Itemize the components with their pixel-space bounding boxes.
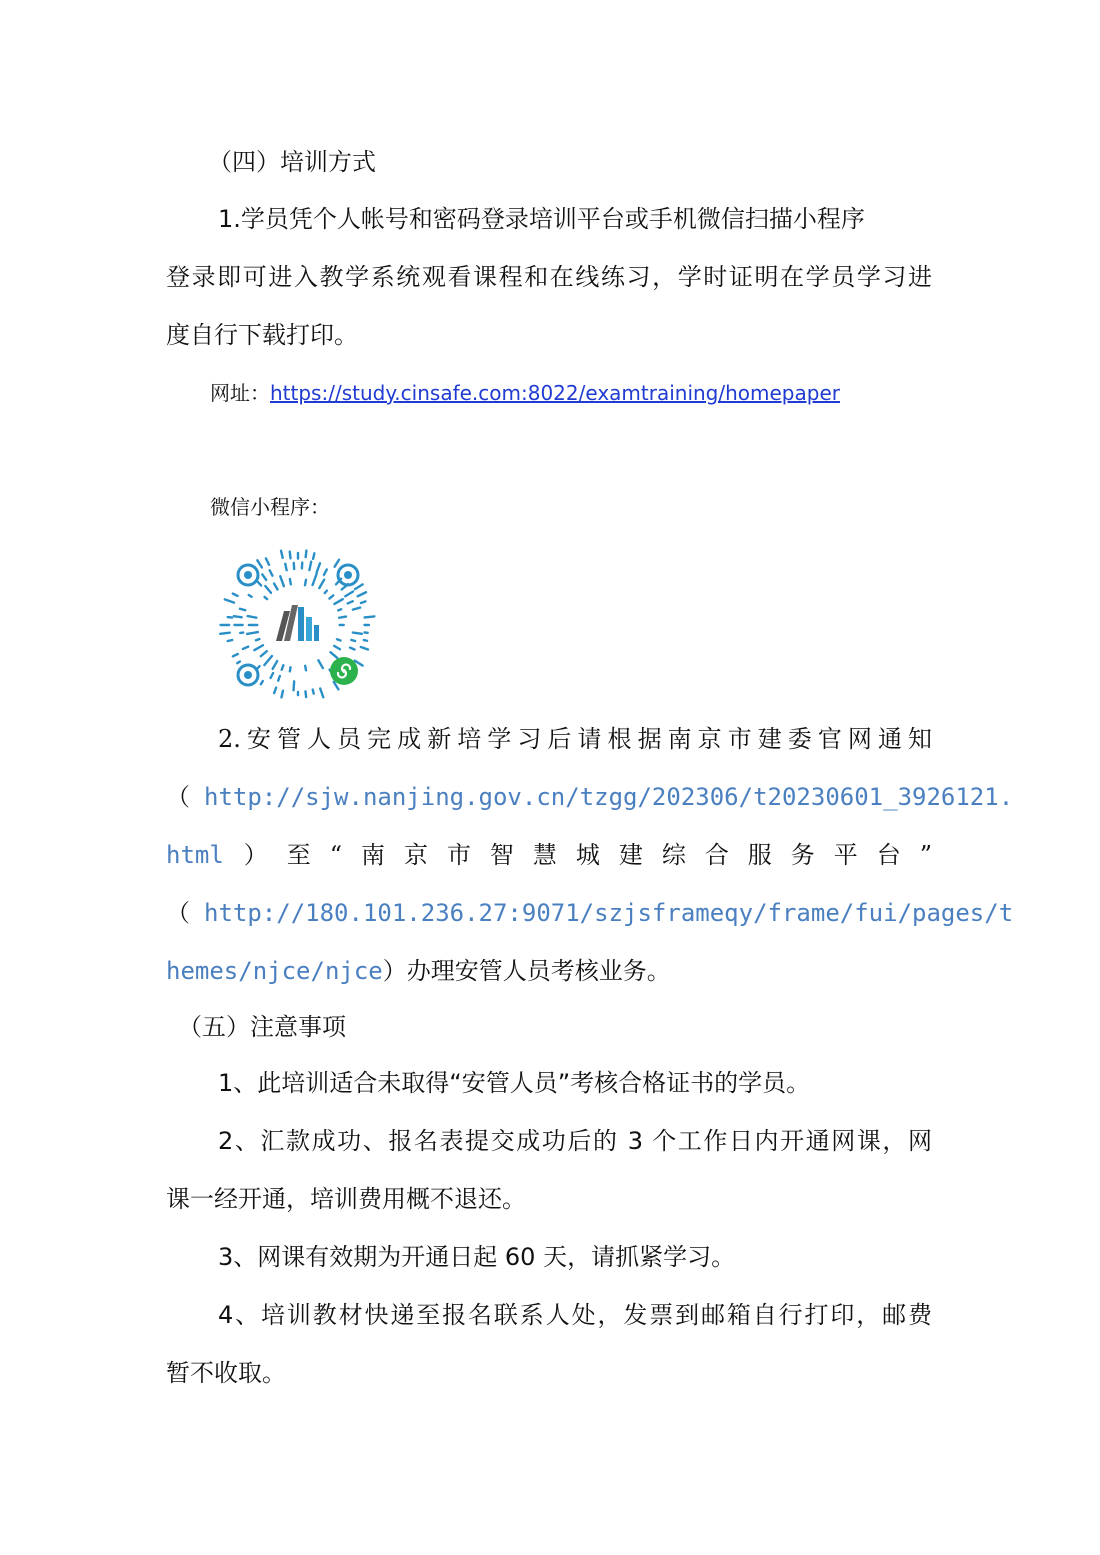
qr-dash: [345, 591, 353, 596]
qr-dash: [225, 599, 234, 602]
paragraph-2-line-3: [166, 838, 932, 872]
qr-dash: [290, 667, 291, 671]
qr-dash: [305, 580, 306, 585]
qr-dash: [273, 661, 278, 669]
qr-dash: [262, 574, 266, 580]
paragraph-1-line-1: 1.学员凭个人帐号和密码登录培训平台或手机微信扫描小程序: [218, 205, 865, 233]
jianwei-notice-url[interactable]: http://sjw.nanjing.gov.cn/tzgg/202306/t20230601_3926121.: [204, 783, 1014, 811]
qr-dash: [364, 640, 367, 641]
qr-dash: [282, 665, 284, 669]
paragraph-2-closing-text: ）办理安管人员考核业务。: [382, 957, 671, 985]
qr-dash: [305, 666, 306, 671]
qr-dash: [365, 616, 375, 617]
qr-dash: [270, 570, 273, 575]
platform-name-text: ）至“南京市智慧城建综合服务平台”: [243, 841, 932, 869]
qr-dash: [265, 586, 271, 593]
qr-dash: [313, 553, 314, 559]
qr-dash: [313, 574, 317, 585]
qr-dash: [338, 609, 341, 610]
open-paren-2: （: [166, 899, 190, 927]
paragraph-1-line-3: 度自行下载打印。: [166, 321, 358, 349]
qr-dash: [358, 592, 366, 596]
note-item-4-line-1: 4、培训教材快递至报名联系人处，发票到邮箱自行打印，邮费: [218, 1301, 932, 1329]
qr-dash: [234, 616, 242, 617]
platform-url[interactable]: http://180.101.236.27:9071/szjsframeqy/frame/fui/pages/t: [204, 899, 1014, 927]
wechat-mini-program-code-icon: [218, 545, 378, 705]
qr-dash: [325, 591, 327, 593]
wechat-mini-program-label: 微信小程序：: [210, 495, 330, 519]
qr-dash: [256, 639, 259, 640]
qr-dash: [353, 608, 360, 610]
qr-dash: [257, 560, 262, 567]
qr-dash: [220, 633, 230, 634]
qr-dash: [305, 691, 306, 697]
note-item-3: 3、网课有效期为开通日起 60 天，请抓紧学习。: [218, 1243, 736, 1271]
qr-dash: [361, 601, 365, 603]
website-link[interactable]: https://study.cinsafe.com:8022/examtraining/homepaper: [270, 381, 840, 405]
qr-dash: [247, 632, 258, 634]
qr-dash: [278, 676, 280, 681]
qr-dash: [353, 633, 362, 634]
qr-dash: [348, 601, 353, 603]
qr-dash: [233, 594, 238, 596]
mini-program-badge-icon: [330, 657, 358, 685]
open-paren: （: [166, 783, 190, 811]
qr-dash: [335, 560, 339, 567]
qr-dash: [243, 647, 248, 649]
qr-dash: [361, 647, 368, 650]
qr-dash: [266, 558, 269, 564]
qr-dash: [281, 691, 283, 698]
paragraph-2-line-5: [166, 954, 671, 988]
qr-dash: [285, 564, 286, 570]
qr-dash: [351, 640, 355, 641]
paragraph-2-line-2: [166, 780, 1014, 814]
qr-dash: [355, 584, 363, 589]
qr-dash: [280, 576, 284, 586]
building-logo-icon: [264, 591, 332, 659]
qr-dash: [339, 617, 346, 618]
qr-dash: [281, 551, 283, 558]
qr-dash: [233, 654, 238, 656]
note-item-2-line-2: 课一经开通，培训费用概不退还。: [166, 1185, 526, 1213]
qr-dash: [237, 661, 240, 663]
platform-url-end[interactable]: hemes/njce/njce: [166, 957, 383, 985]
paragraph-2-line-4: [166, 896, 1014, 930]
qr-dash: [309, 562, 311, 570]
qr-dash: [324, 569, 327, 574]
qr-dash: [337, 639, 340, 640]
qr-dash: [261, 681, 263, 684]
qr-finder-top-right: [338, 565, 358, 585]
qr-dash: [228, 640, 232, 641]
qr-dash: [265, 597, 268, 599]
qr-dash: [320, 688, 323, 697]
qr-dash: [334, 646, 340, 649]
section-heading-notes: （五）注意事项: [178, 1013, 346, 1041]
qr-finder-top-left: [238, 565, 258, 585]
section-heading-training-method: （四）培训方式: [208, 148, 376, 176]
paragraph-1-line-2: 登录即可进入教学系统观看课程和在线练习，学时证明在学员学习进: [166, 263, 932, 291]
qr-dash: [274, 688, 276, 694]
qr-dash: [249, 595, 252, 597]
website-row: [210, 376, 840, 410]
qr-dash: [248, 616, 257, 618]
note-item-1: 1、此培训适合未取得“安管人员”考核合格证书的学员。: [218, 1069, 811, 1097]
qr-dash: [319, 580, 324, 588]
qr-dash: [318, 660, 323, 668]
qr-dash: [334, 599, 342, 604]
qr-dash: [274, 584, 277, 590]
note-item-2-line-1: 2、汇款成功、报名表提交成功后的 3 个工作日内开通网课，网: [218, 1127, 932, 1155]
qr-dash: [240, 609, 245, 610]
qr-dash: [306, 551, 307, 558]
qr-finder-bottom-left: [238, 665, 258, 685]
qr-dash: [261, 651, 267, 656]
qr-dash: [254, 645, 263, 650]
note-item-4-line-2: 暂不收取。: [166, 1359, 286, 1387]
website-label: 网址：: [210, 381, 270, 405]
qr-dash: [290, 552, 291, 559]
qr-dash: [271, 673, 274, 678]
paragraph-2-line-1: 2.安管人员完成新培学习后请根据南京市建委官网通知: [218, 725, 932, 753]
qr-dash: [264, 656, 272, 665]
qr-dash: [290, 579, 291, 584]
qr-dash: [228, 617, 232, 618]
qr-dash: [313, 690, 314, 694]
qr-dash: [294, 681, 295, 690]
jianwei-notice-url-end[interactable]: html: [166, 841, 224, 869]
qr-dash: [317, 563, 320, 572]
qr-dash: [330, 652, 337, 658]
qr-dash: [350, 648, 354, 650]
qr-dash: [329, 595, 333, 598]
